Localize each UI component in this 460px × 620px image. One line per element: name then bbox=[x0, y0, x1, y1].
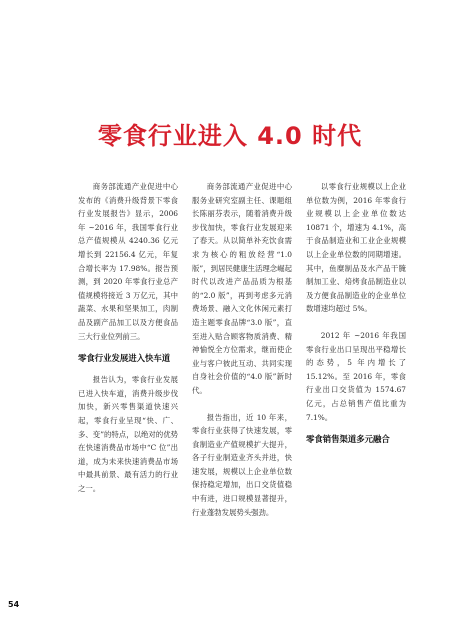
paragraph: 报告认为，零食行业发展已进入快车道，消费升级步伐加快，新兴零售渠道快速兴起，零食行业呈现“快、广、多、变”的特点，以绝对的优势在快速消费品市场中“C 位”出道，成为未来快速消费品市场中最具前景、最有活力的行业之一。 bbox=[78, 375, 178, 493]
paragraph: 以零食行业规模以上企业单位数为例，2016 年零食行业规模以上企业单位数达 10871 个，增速为 4.1%，高于食品制造业和工业企业规模以上企业单位数的同期增速。其中，鱼糜制品及水产品干腌制加工业、焙烤食品制造业以及方便食品制造业的企业单位数增速均超过 5%。 bbox=[306, 182, 406, 314]
article-column-2 bbox=[192, 180, 292, 519]
paragraph: 报告指出，近 10 年来，零食行业获得了快速发展，零食制造业产值规模扩大提升，各子行业制造业齐头并进，快速发展，规模以上企业单位数保持稳定增加，出口交货值稳中有进，进口规模显著提升，行业蓬勃发展势头强劲。 bbox=[192, 412, 292, 517]
paragraph: 商务部流通产业促进中心发布的《消费升级背景下零食行业发展报告》显示，2006 年 ~2016 年，我国零食行业总产值规模从 4240.36 亿元增长到 22156.4 亿元，年复合增长率为 17.98%。报告预测，到 2020 年零食行业总产值规模将接近 3 万亿元，其中蔬菜、水果和坚果加工，肉制品及副产品加工以及方便食品三大行业位列前三。 bbox=[78, 182, 178, 341]
article-column-3 bbox=[306, 180, 406, 454]
section-heading: 零食销售渠道多元融合 bbox=[306, 434, 390, 445]
section-heading: 零食行业发展进入快车道 bbox=[78, 353, 171, 364]
page-number: 54 bbox=[8, 600, 20, 609]
paragraph: 商务部流通产业促进中心服务业研究室副主任、课题组长陈丽芬表示，随着消费升级步伐加快，零食行业发展迎来了春天。从以简单补充饮食需求为核心的粗放经营“1.0 版”，到居民健康生活理念崛起时代以改进产品品质为根基的“2.0 版”，再到考虑多元消费场景、融入文化休闲元素打造主题零食品牌“3.0 版”，直至进入贴合顾客物质消费、精神愉悦全方位需求，继而使企业与客户彼此互动、共同实现自身社会价值的“4.0 版”新时代。 bbox=[192, 182, 292, 395]
page-title: 零食行业进入 4.0 时代 bbox=[97, 122, 363, 150]
paragraph-gap bbox=[306, 316, 406, 329]
paragraph-gap bbox=[192, 398, 292, 411]
article-column-1 bbox=[78, 180, 178, 495]
paragraph: 2012 年 ~2016 年我国零食行业出口呈现出平稳增长的态势，5 年内增长了 15.12%。至 2016 年，零食行业出口交货值为 1574.67 亿元，占总销售产值比重为 7.1%。 bbox=[306, 330, 406, 422]
